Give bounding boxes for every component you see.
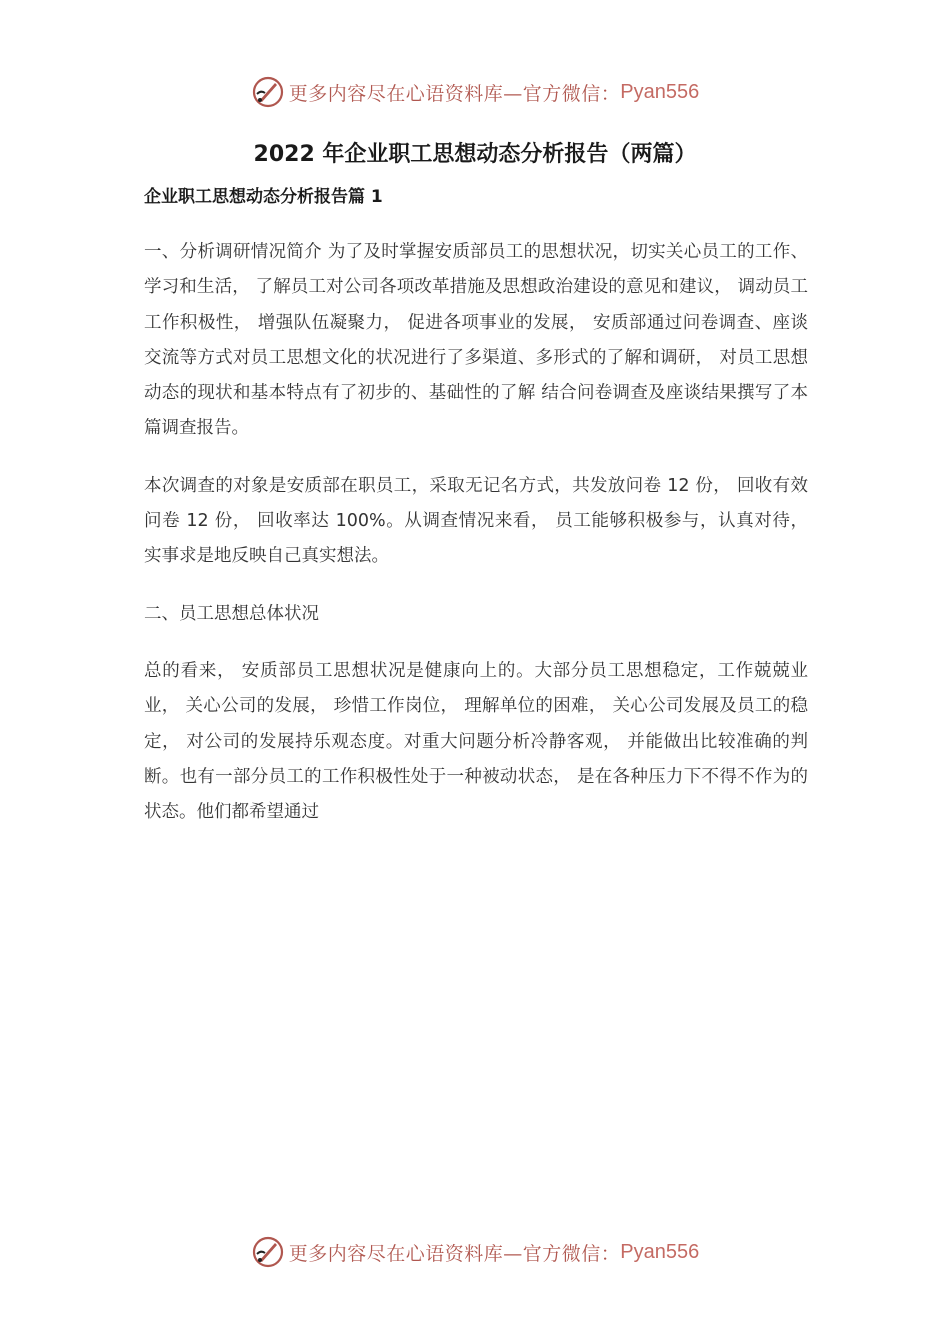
paragraph: 本次调查的对象是安质部在职员工，采取无记名方式，共发放问卷 12 份， 回收有效问卷 12 份， 回收率达 100%。从调查情况来看， 员工能够积极参与，认真对待， 实事求是地反映自己真实想法。	[144, 475, 808, 567]
quill-logo-icon	[251, 75, 285, 109]
quill-logo-icon	[251, 1235, 285, 1269]
header-banner	[0, 72, 950, 112]
paragraph: 总的看来， 安质部员工思想状况是健康向上的。大部分员工思想稳定，工作兢兢业业， 关心公司的发展， 珍惜工作岗位， 理解单位的困难， 关心公司发展及员工的稳定， 对公司的发展持乐观态度。对重大问题分析冷静客观， 并能做出比较准确的判断。也有一部分员工的工作积极性处于一种被动状态， 是在各种压力下不得不作为的状态。他们都希望通过	[144, 660, 808, 823]
wechat-id: Pyan556	[620, 1240, 700, 1263]
document-title: 2022 年企业职工思想动态分析报告（两篇）	[253, 142, 697, 167]
paragraph: 一、分析调研情况简介 为了及时掌握安质部员工的思想状况，切实关心员工的工作、学习和生活， 了解员工对公司各项改革措施及思想政治建设的意见和建议， 调动员工工作积极性， 增强队伍凝聚力， 促进各项事业的发展， 安质部通过问卷调查、座谈交流等方式对员工思想文化的状况进行了多渠道、多形式的了解和调研， 对员工思想动态的现状和基本特点有了初步的、基础性的了解 结合问卷调查及座谈结果撰写了本篇调查报告。	[144, 242, 808, 439]
document-body	[144, 235, 808, 852]
paragraph: 二、员工思想总体状况	[144, 603, 319, 624]
footer-banner	[0, 1232, 950, 1272]
wechat-id: Pyan556	[620, 80, 700, 103]
banner-text: 更多内容尽在心语资料库—官方微信：	[288, 82, 621, 105]
section-heading: 企业职工思想动态分析报告篇 1	[144, 187, 383, 207]
banner-text: 更多内容尽在心语资料库—官方微信：	[288, 1242, 621, 1265]
